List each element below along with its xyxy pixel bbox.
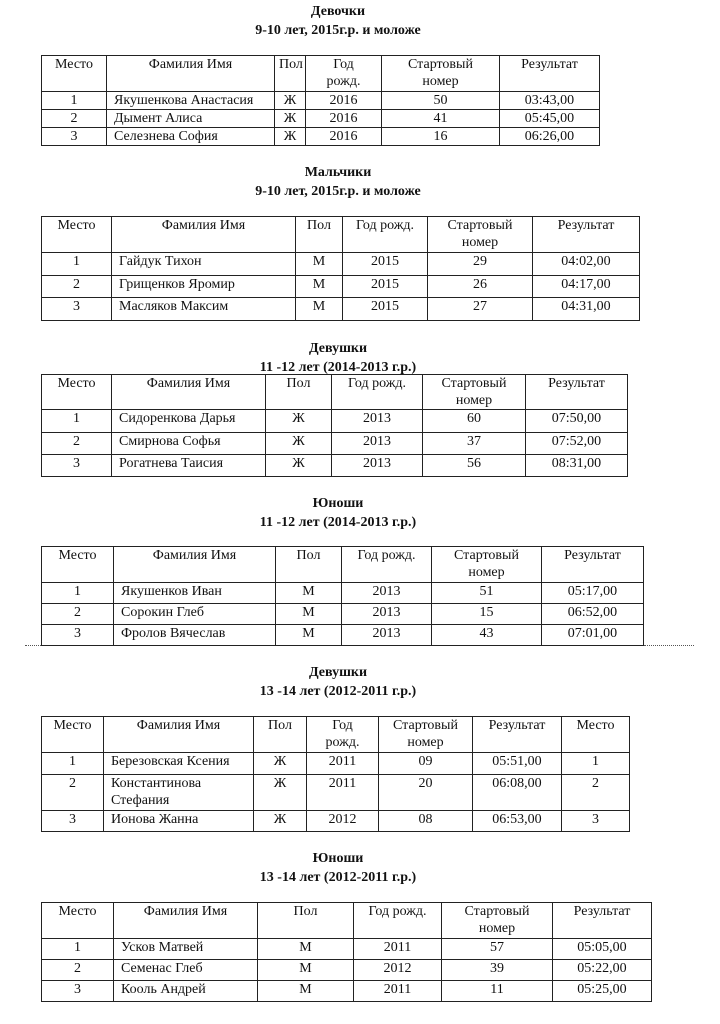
table-row xyxy=(42,276,640,298)
cell-place: 2 xyxy=(42,604,114,625)
results-table xyxy=(41,55,600,146)
header-start-number: Стартовый номер xyxy=(432,547,542,583)
table-row xyxy=(42,775,630,811)
cell-sex: М xyxy=(258,960,354,981)
cell-name: Сорокин Глеб xyxy=(114,604,276,625)
cell-birth-year: 2012 xyxy=(307,811,379,832)
table-row xyxy=(42,110,600,128)
section-heading xyxy=(0,663,676,701)
cell-birth-year: 2012 xyxy=(354,960,442,981)
cell-birth-year: 2015 xyxy=(343,253,428,276)
cell-result: 04:02,00 xyxy=(533,253,640,276)
cell-sex: Ж xyxy=(266,455,332,477)
section-subtitle: 11 -12 лет (2014-2013 г.р.) xyxy=(259,360,417,375)
table-row xyxy=(42,811,630,832)
header-start-number: Стартовый номер xyxy=(423,375,526,410)
table-row xyxy=(42,92,600,110)
cell-birth-year: 2013 xyxy=(342,625,432,646)
cell-start-number: 57 xyxy=(442,939,553,960)
cell-name: Селезнева София xyxy=(107,128,275,146)
cell-name: Грищенков Яромир xyxy=(112,276,296,298)
cell-start-number: 15 xyxy=(432,604,542,625)
section-subtitle: 11 -12 лет (2014-2013 г.р.) xyxy=(259,515,417,530)
table-row xyxy=(42,604,644,625)
cell-place: 3 xyxy=(42,625,114,646)
cell-sex: М xyxy=(258,981,354,1002)
cell-place: 2 xyxy=(42,276,112,298)
table-header-row xyxy=(42,903,652,939)
cell-place: 1 xyxy=(42,410,112,433)
header-result: Результат xyxy=(533,217,640,253)
cell-result: 04:17,00 xyxy=(533,276,640,298)
cell-birth-year: 2016 xyxy=(306,92,382,110)
header-birth-year: Год рожд. xyxy=(354,903,442,939)
cell-result: 05:17,00 xyxy=(542,583,644,604)
cell-result: 06:08,00 xyxy=(473,775,562,811)
section-title: Юноши xyxy=(312,851,364,866)
cell-start-number: 11 xyxy=(442,981,553,1002)
cell-birth-year: 2013 xyxy=(332,455,423,477)
header-place: Место xyxy=(42,56,107,92)
cell-name: Березовская Ксения xyxy=(104,753,254,775)
table-row xyxy=(42,625,644,646)
results-table xyxy=(41,716,630,832)
cell-place: 3 xyxy=(42,128,107,146)
page-break-line-right xyxy=(644,645,694,646)
section-title: Девушки xyxy=(308,341,368,356)
cell-result: 06:52,00 xyxy=(542,604,644,625)
cell-sex: Ж xyxy=(275,110,306,128)
cell-birth-year: 2013 xyxy=(332,433,423,455)
section-heading xyxy=(0,163,676,201)
table-header-row xyxy=(42,547,644,583)
cell-start-number: 26 xyxy=(428,276,533,298)
cell-name: Усков Матвей xyxy=(114,939,258,960)
header-place-2: Место xyxy=(562,717,630,753)
cell-result: 07:52,00 xyxy=(526,433,628,455)
cell-result: 08:31,00 xyxy=(526,455,628,477)
cell-result: 06:53,00 xyxy=(473,811,562,832)
table-row xyxy=(42,410,628,433)
header-start-number: Стартовый номер xyxy=(382,56,500,92)
section-title: Девушки xyxy=(308,665,368,680)
cell-start-number: 39 xyxy=(442,960,553,981)
cell-name: Якушенков Иван xyxy=(114,583,276,604)
cell-sex: М xyxy=(296,253,343,276)
table-row xyxy=(42,939,652,960)
header-sex: Пол xyxy=(276,547,342,583)
header-sex: Пол xyxy=(296,217,343,253)
cell-name: Смирнова Софья xyxy=(112,433,266,455)
cell-place: 3 xyxy=(42,981,114,1002)
cell-result: 05:05,00 xyxy=(553,939,652,960)
cell-birth-year: 2016 xyxy=(306,110,382,128)
cell-result: 06:26,00 xyxy=(500,128,600,146)
header-place: Место xyxy=(42,217,112,253)
table-row xyxy=(42,960,652,981)
cell-birth-year: 2011 xyxy=(354,939,442,960)
section-title: Юноши xyxy=(312,496,364,511)
section-heading xyxy=(0,494,676,532)
table-row xyxy=(42,455,628,477)
cell-birth-year: 2011 xyxy=(307,775,379,811)
cell-result: 05:22,00 xyxy=(553,960,652,981)
cell-start-number: 08 xyxy=(379,811,473,832)
cell-sex: М xyxy=(296,298,343,321)
results-table xyxy=(41,216,640,321)
cell-name: Гайдук Тихон xyxy=(112,253,296,276)
header-sex: Пол xyxy=(258,903,354,939)
header-birth-year: Год рожд. xyxy=(307,717,379,753)
cell-name: Константинова Стефания xyxy=(104,775,254,811)
cell-place: 1 xyxy=(42,939,114,960)
header-result: Результат xyxy=(542,547,644,583)
cell-sex: Ж xyxy=(266,410,332,433)
cell-start-number: 29 xyxy=(428,253,533,276)
cell-place-2: 3 xyxy=(562,811,630,832)
cell-sex: Ж xyxy=(275,128,306,146)
cell-place: 2 xyxy=(42,110,107,128)
results-table xyxy=(41,902,652,1002)
header-result: Результат xyxy=(500,56,600,92)
header-place: Место xyxy=(42,717,104,753)
table-row xyxy=(42,753,630,775)
header-name: Фамилия Имя xyxy=(114,903,258,939)
header-place: Место xyxy=(42,547,114,583)
table-row xyxy=(42,298,640,321)
cell-place: 3 xyxy=(42,298,112,321)
cell-start-number: 50 xyxy=(382,92,500,110)
cell-sex: Ж xyxy=(266,433,332,455)
header-birth-year: Год рожд. xyxy=(306,56,382,92)
cell-sex: М xyxy=(296,276,343,298)
section-subtitle: 13 -14 лет (2012-2011 г.р.) xyxy=(259,870,417,885)
page-break-line-left xyxy=(25,645,41,646)
table-row xyxy=(42,253,640,276)
header-birth-year: Год рожд. xyxy=(343,217,428,253)
cell-start-number: 51 xyxy=(432,583,542,604)
header-name: Фамилия Имя xyxy=(107,56,275,92)
cell-start-number: 20 xyxy=(379,775,473,811)
header-place: Место xyxy=(42,903,114,939)
cell-name: Семенас Глеб xyxy=(114,960,258,981)
cell-place: 2 xyxy=(42,775,104,811)
cell-sex: М xyxy=(258,939,354,960)
cell-place-2: 1 xyxy=(562,753,630,775)
cell-name: Рогатнева Таисия xyxy=(112,455,266,477)
cell-name: Кооль Андрей xyxy=(114,981,258,1002)
cell-start-number: 09 xyxy=(379,753,473,775)
section-subtitle: 13 -14 лет (2012-2011 г.р.) xyxy=(259,684,417,699)
header-name: Фамилия Имя xyxy=(104,717,254,753)
cell-start-number: 27 xyxy=(428,298,533,321)
cell-name: Якушенкова Анастасия xyxy=(107,92,275,110)
cell-sex: М xyxy=(276,604,342,625)
header-sex: Пол xyxy=(275,56,306,92)
cell-place: 1 xyxy=(42,583,114,604)
cell-place: 2 xyxy=(42,960,114,981)
header-result: Результат xyxy=(473,717,562,753)
cell-start-number: 16 xyxy=(382,128,500,146)
cell-birth-year: 2013 xyxy=(332,410,423,433)
cell-sex: М xyxy=(276,625,342,646)
cell-result: 03:43,00 xyxy=(500,92,600,110)
cell-birth-year: 2013 xyxy=(342,583,432,604)
cell-birth-year: 2015 xyxy=(343,298,428,321)
table-row xyxy=(42,981,652,1002)
cell-result: 07:50,00 xyxy=(526,410,628,433)
cell-result: 07:01,00 xyxy=(542,625,644,646)
header-birth-year: Год рожд. xyxy=(342,547,432,583)
cell-result: 04:31,00 xyxy=(533,298,640,321)
results-table xyxy=(41,374,628,477)
cell-result: 05:25,00 xyxy=(553,981,652,1002)
cell-place: 1 xyxy=(42,92,107,110)
header-place: Место xyxy=(42,375,112,410)
cell-name: Ионова Жанна xyxy=(104,811,254,832)
cell-place: 2 xyxy=(42,433,112,455)
cell-name: Масляков Максим xyxy=(112,298,296,321)
section-title: Мальчики xyxy=(304,165,372,180)
table-header-row xyxy=(42,56,600,92)
header-birth-year: Год рожд. xyxy=(332,375,423,410)
section-heading xyxy=(0,339,676,377)
cell-result: 05:51,00 xyxy=(473,753,562,775)
section-subtitle: 9-10 лет, 2015г.р. и моложе xyxy=(255,184,421,199)
cell-start-number: 60 xyxy=(423,410,526,433)
cell-name: Фролов Вячеслав xyxy=(114,625,276,646)
cell-place-2: 2 xyxy=(562,775,630,811)
cell-place: 1 xyxy=(42,753,104,775)
header-start-number: Стартовый номер xyxy=(428,217,533,253)
cell-sex: Ж xyxy=(275,92,306,110)
cell-name: Дымент Алиса xyxy=(107,110,275,128)
section-heading xyxy=(0,849,676,887)
header-name: Фамилия Имя xyxy=(112,375,266,410)
header-name: Фамилия Имя xyxy=(114,547,276,583)
header-result: Результат xyxy=(526,375,628,410)
header-start-number: Стартовый номер xyxy=(379,717,473,753)
table-row xyxy=(42,128,600,146)
cell-sex: Ж xyxy=(254,775,307,811)
cell-birth-year: 2015 xyxy=(343,276,428,298)
cell-start-number: 41 xyxy=(382,110,500,128)
section-subtitle: 9-10 лет, 2015г.р. и моложе xyxy=(255,23,421,38)
header-result: Результат xyxy=(553,903,652,939)
table-row xyxy=(42,583,644,604)
results-table xyxy=(41,546,644,646)
cell-sex: М xyxy=(276,583,342,604)
header-start-number: Стартовый номер xyxy=(442,903,553,939)
section-title: Девочки xyxy=(310,4,366,19)
cell-sex: Ж xyxy=(254,811,307,832)
cell-birth-year: 2016 xyxy=(306,128,382,146)
cell-name: Сидоренкова Дарья xyxy=(112,410,266,433)
header-sex: Пол xyxy=(266,375,332,410)
cell-place: 1 xyxy=(42,253,112,276)
cell-start-number: 56 xyxy=(423,455,526,477)
cell-start-number: 43 xyxy=(432,625,542,646)
cell-place: 3 xyxy=(42,455,112,477)
cell-birth-year: 2013 xyxy=(342,604,432,625)
table-header-row xyxy=(42,217,640,253)
header-name: Фамилия Имя xyxy=(112,217,296,253)
cell-birth-year: 2011 xyxy=(354,981,442,1002)
section-heading xyxy=(0,2,676,40)
table-row xyxy=(42,433,628,455)
cell-birth-year: 2011 xyxy=(307,753,379,775)
cell-result: 05:45,00 xyxy=(500,110,600,128)
header-sex: Пол xyxy=(254,717,307,753)
cell-place: 3 xyxy=(42,811,104,832)
table-header-row xyxy=(42,375,628,410)
cell-sex: Ж xyxy=(254,753,307,775)
table-header-row xyxy=(42,717,630,753)
cell-start-number: 37 xyxy=(423,433,526,455)
